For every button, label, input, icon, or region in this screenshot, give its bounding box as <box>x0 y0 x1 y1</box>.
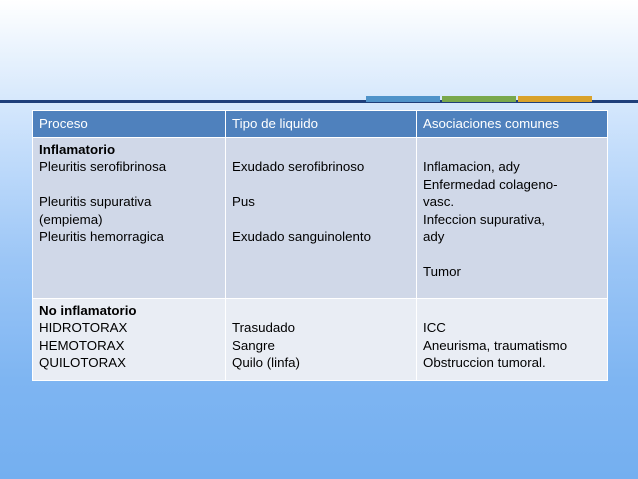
asociaciones-line: vasc. <box>423 194 455 209</box>
asociaciones-line: Inflamacion, ady <box>423 159 520 174</box>
proceso-line: Pleuritis hemorragica <box>39 229 164 244</box>
asociaciones-cell <box>417 137 608 298</box>
table-row <box>33 298 608 380</box>
asociaciones-cell <box>417 298 608 380</box>
group-label: No inflamatorio <box>39 302 137 318</box>
group-label: Inflamatorio <box>39 141 116 157</box>
asociaciones-line: Obstruccion tumoral. <box>423 355 546 370</box>
tipo-line: Pus <box>232 194 255 209</box>
proceso-cell <box>33 298 226 380</box>
tipo-cell <box>226 137 417 298</box>
accent-bar-orange <box>518 96 592 102</box>
tipo-line: Trasudado <box>232 320 296 335</box>
proceso-line: Pleuritis serofibrinosa <box>39 159 167 174</box>
asociaciones-line: Tumor <box>423 264 461 279</box>
tipo-line: Exudado serofibrinoso <box>232 159 365 174</box>
asociaciones-line <box>423 246 601 264</box>
proceso-line: QUILOTORAX <box>39 355 126 370</box>
header-row <box>33 111 608 138</box>
accent-bar-green <box>442 96 516 102</box>
tipo-line <box>232 176 410 194</box>
pleural-effusion-table <box>32 110 608 381</box>
tipo-line: Exudado sanguinolento <box>232 229 371 244</box>
asociaciones-line: Aneurisma, traumatismo <box>423 337 568 353</box>
header-tipo-liquido: Tipo de liquido <box>226 111 417 138</box>
asociaciones-line <box>423 302 601 320</box>
header-asociaciones: Asociaciones comunes <box>417 111 608 138</box>
asociaciones-line: Enfermedad colageno- <box>423 176 558 192</box>
proceso-line: HEMOTORAX <box>39 337 125 353</box>
table-row <box>33 137 608 298</box>
header-proceso: Proceso <box>33 111 226 138</box>
proceso-line: HIDROTORAX <box>39 320 128 335</box>
proceso-line: Pleuritis supurativa <box>39 194 152 209</box>
accent-bar-blue <box>366 96 440 102</box>
asociaciones-line: ICC <box>423 320 446 335</box>
tipo-line <box>232 211 410 229</box>
tipo-line: Quilo (linfa) <box>232 355 300 370</box>
tipo-line <box>232 141 410 159</box>
tipo-line: Sangre <box>232 337 275 353</box>
proceso-cell <box>33 137 226 298</box>
asociaciones-line: ady <box>423 229 445 244</box>
proceso-line: (empiema) <box>39 211 103 227</box>
asociaciones-line: Infeccion supurativa, <box>423 211 545 227</box>
tipo-line <box>232 302 410 320</box>
asociaciones-line <box>423 141 601 159</box>
tipo-cell <box>226 298 417 380</box>
proceso-line <box>39 176 219 194</box>
